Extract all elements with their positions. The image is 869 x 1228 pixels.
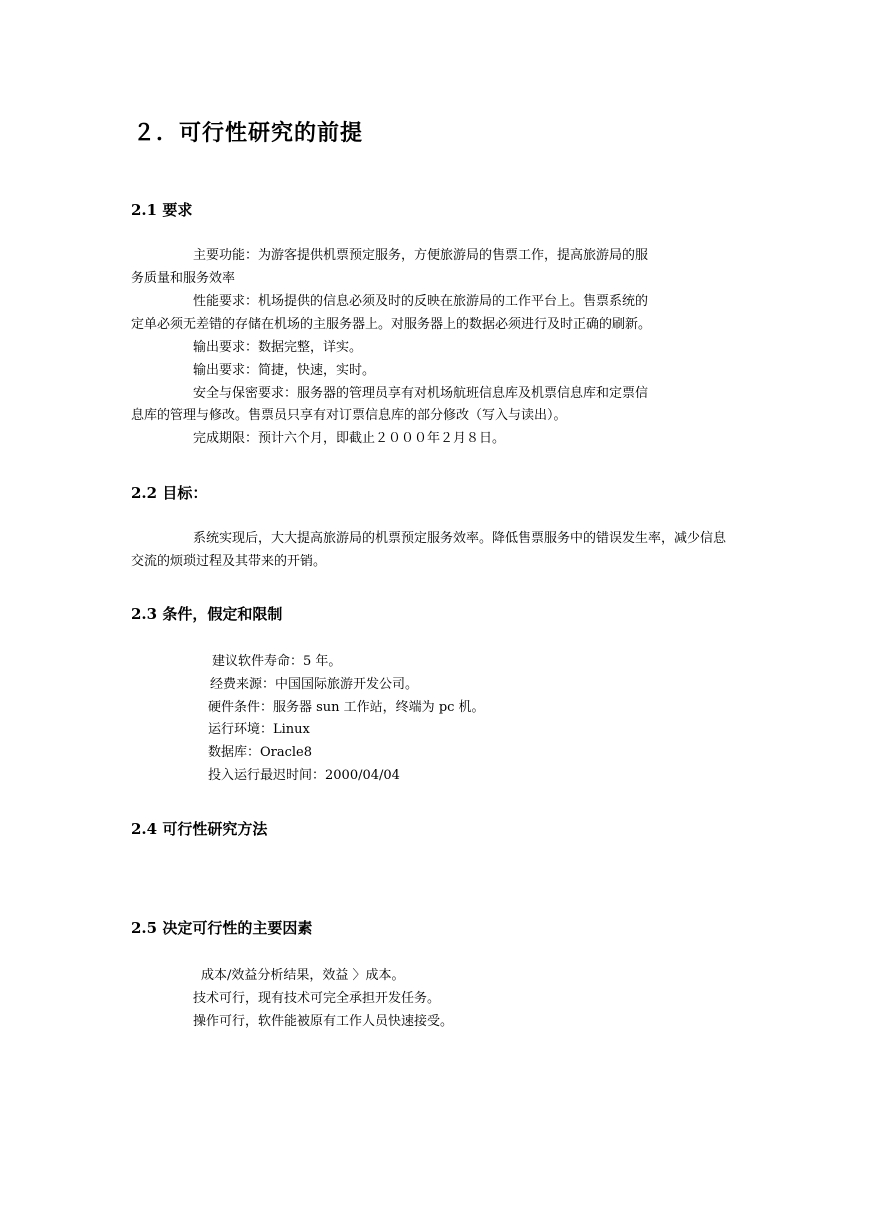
s22-line-1: 系统实现后，大大提高旅游局的机票预定服务效率。降低售票服务中的错误发生率，减少信息 <box>193 531 727 546</box>
s23-line-2: 经费来源：中国国际旅游开发公司。 <box>210 677 419 692</box>
s25-line-1: 成本/效益分析结果，效益 〉成本。 <box>201 968 405 983</box>
s21-line-2: 务质量和服务效率 <box>131 271 236 286</box>
s21-line-5: 输出要求：数据完整，详实。 <box>193 340 363 355</box>
section-2-4-heading: 2.4 可行性研究方法 <box>131 820 268 838</box>
s23-line-4: 运行环境：Linux <box>208 722 310 737</box>
s23-line-6: 投入运行最迟时间：2000/04/04 <box>208 768 400 783</box>
s23-line-3: 硬件条件：服务器 sun 工作站，终端为 pc 机。 <box>208 700 485 715</box>
s23-line-5: 数据库：Oracle8 <box>208 745 313 760</box>
s25-line-3: 操作可行，软件能被原有工作人员快速接受。 <box>193 1014 454 1029</box>
s25-line-2: 技术可行，现有技术可完全承担开发任务。 <box>193 991 441 1006</box>
section-2-1-heading: 2.1 要求 <box>131 201 193 219</box>
s21-line-6: 输出要求：简捷，快速，实时。 <box>193 363 376 378</box>
s21-line-4: 定单必须无差错的存储在机场的主服务器上。对服务器上的数据必须进行及时正确的刷新。 <box>131 317 652 332</box>
s21-line-3: 性能要求：机场提供的信息必须及时的反映在旅游局的工作平台上。售票系统的 <box>193 294 649 309</box>
section-2-5-heading: 2.5 决定可行性的主要因素 <box>131 919 313 937</box>
chapter-title: ２．可行性研究的前提 <box>133 121 364 146</box>
s21-line-9: 完成期限：预计六个月，即截止２０００年２月８日。 <box>193 431 506 446</box>
s21-line-1: 主要功能：为游客提供机票预定服务，方便旅游局的售票工作，提高旅游局的服 <box>193 248 649 263</box>
s21-line-8: 息库的管理与修改。售票员只享有对订票信息库的部分修改（写入与读出）。 <box>131 408 567 423</box>
section-2-3-heading: 2.3 条件，假定和限制 <box>131 605 283 623</box>
s23-line-1: 建议软件寿命：5 年。 <box>212 654 342 669</box>
section-2-2-heading: 2.2 目标： <box>131 484 208 502</box>
s21-line-7: 安全与保密要求：服务器的管理员享有对机场航班信息库及机票信息库和定票信 <box>193 386 649 401</box>
s22-line-2: 交流的烦琐过程及其带来的开销。 <box>131 554 327 569</box>
